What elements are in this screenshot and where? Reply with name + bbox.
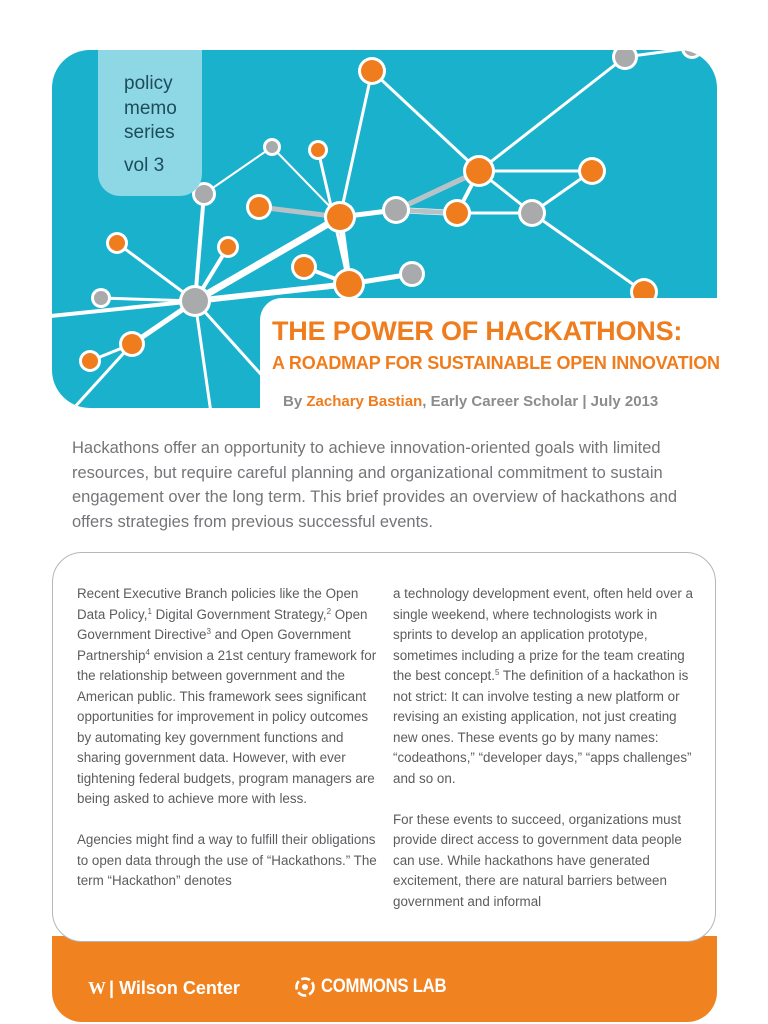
wilson-w-mark: W [88,978,104,998]
network-node-orange [217,236,239,258]
network-node-gray [518,199,546,227]
author-name: Zachary Bastian [306,393,423,410]
footnote-ref: 3 [206,627,211,636]
footnote-ref: 4 [145,647,150,657]
network-node-orange [119,331,145,357]
article-column-left [77,584,377,912]
network-node-orange [443,199,471,227]
network-node-orange [333,268,365,300]
article-paragraph [393,584,693,789]
article-paragraph [77,584,377,810]
page-title: THE POWER OF HACKATHONS: [272,316,683,346]
series-line-policy: policy [124,73,173,94]
footnote-ref: 1 [147,606,152,616]
text-run: The definition of a hackathon is not strict: It can involve testing a new platform or revising an existing application, not just creating new ones. These events go by many names: “codeathons,” “developer days,” “apps challenges” and so on. [393,668,692,786]
network-node-gray [612,50,638,70]
network-node-orange [578,157,606,185]
network-link [204,147,272,194]
network-link [479,57,625,171]
article-column-right [393,584,693,933]
byline-details: , Early Career Scholar | July 2013 [422,393,659,410]
network-node-gray [179,285,211,317]
network-node-orange [358,57,386,85]
article-paragraph: For these events to succeed, organizations must provide direct access to government data people can use. While hackathons have generated excitement, there are natural barriers between government and informal [393,811,682,909]
network-node-orange [79,350,101,372]
footnote-ref: 5 [495,668,500,677]
article-paragraph: Agencies might find a way to fulfill their obligations to open data through the use of “Hackathons.” The term “Hackathon” denotes [77,832,377,888]
network-link [340,71,372,217]
commons-lab-icon [294,976,316,998]
policy-memo-series-tab [98,50,202,196]
series-volume: vol 3 [124,155,165,176]
text-run: Open Government Directive [77,606,368,642]
footnote-ref: 2 [326,606,332,616]
network-link [372,71,479,171]
series-line-series: series [124,122,175,143]
series-line-memo: memo [124,98,177,119]
network-link [532,213,644,292]
text-run: Recent Executive Branch policies like the Open Data Policy, [77,586,359,622]
network-node-orange [246,194,272,220]
network-node-orange [324,201,356,233]
network-node-gray [681,50,703,59]
network-node-orange [106,232,128,254]
network-node-gray [263,138,281,156]
byline-prefix: By [283,393,307,410]
network-node-gray [382,196,410,224]
text-run: envision a 21st century framework for the relationship between government and the American public. This framework sees significant opportunities for improvement in policy outcomes by automating key government functions and sharing government data. However, with ever tightening federal budgets, program managers are being asked to achieve more with less. [77,647,377,806]
wilson-center-name: Wilson Center [119,978,240,998]
intro-summary: Hackathons offer an opportunity to achieve innovation-oriented goals with limited resources, but require careful planning and organizational commitment to sustain engagement over the long term. This brief provides an overview of hackathons and offers strategies from previous successful events. [72,439,678,531]
text-run: a technology development event, often held over a single weekend, where technologists work in sprints to develop an application prototype, sometimes including a prize for the team creating the best concept. [393,586,694,683]
network-node-gray [399,261,425,287]
commons-lab-name: COMMONS LAB [321,976,447,997]
network-node-gray [91,288,111,308]
commons-lab-logo [294,976,463,998]
text-run: Digital Government Strategy, [151,606,327,622]
network-node-orange [463,155,495,187]
network-node-orange [308,140,328,160]
wilson-center-logo [88,978,240,999]
page-subtitle: A ROADMAP FOR SUSTAINABLE OPEN INNOVATION [272,353,720,373]
network-node-orange [291,254,317,280]
logo-separator: | [109,978,115,998]
text-run: and Open Government Partnership [77,627,351,663]
byline [283,393,658,410]
network-link [72,344,132,408]
